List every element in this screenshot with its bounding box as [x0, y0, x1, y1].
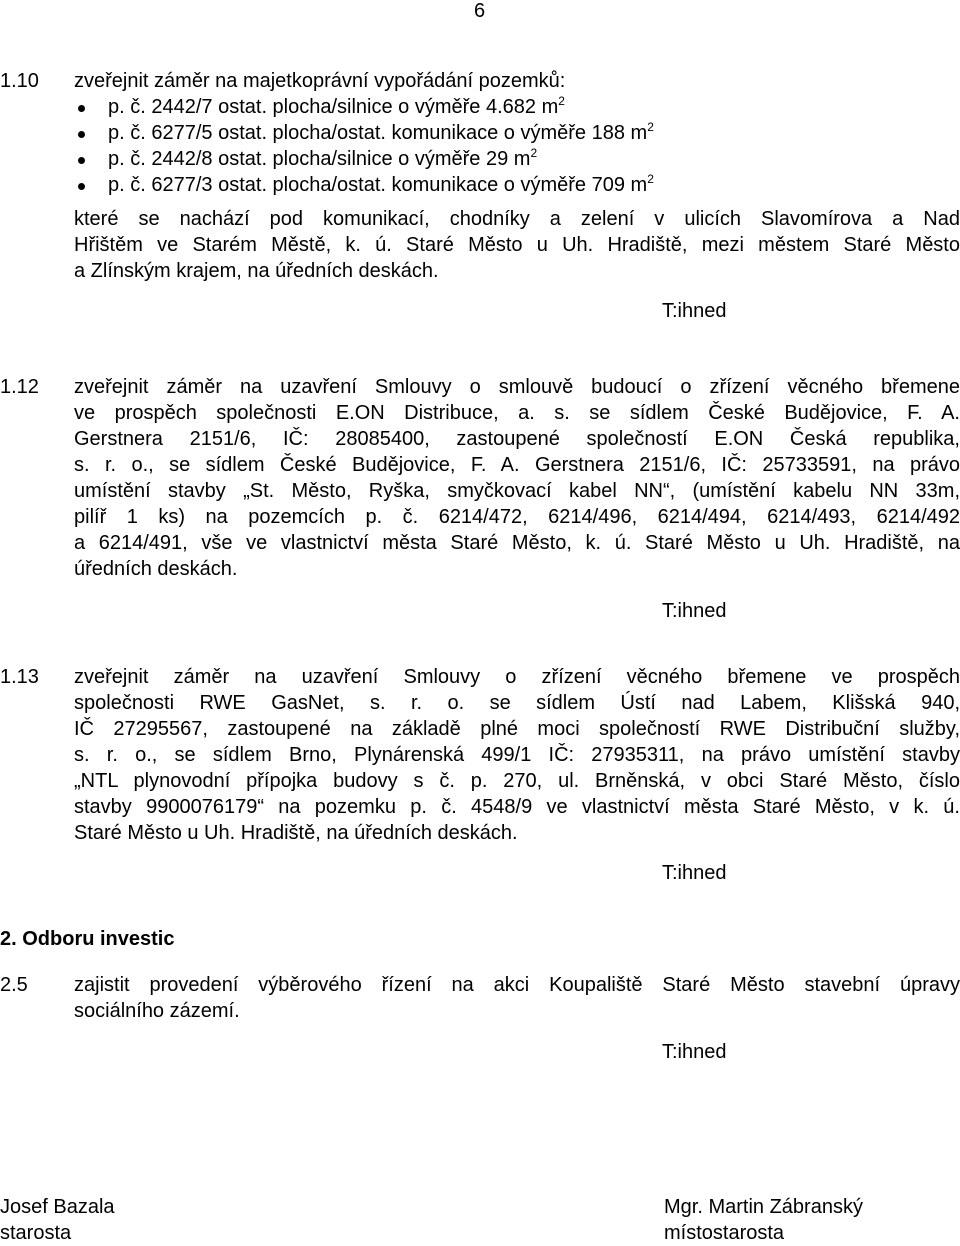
text-line: pilíř 1 ks) na pozemcích p. č. 6214/472, 6214/496, 6214/494, 6214/493, 6214/492: [74, 506, 960, 528]
text-line: s. r. o., se sídlem Brno, Plynárenská 499/1 IČ: 27935311, na právo umístění stavby: [74, 744, 960, 766]
text-line: zajistit provedení výběrového řízení na akci Koupaliště Staré Město stavební úpravy: [74, 974, 960, 996]
text-line: s. r. o., se sídlem České Budějovice, F. A. Gerstnera 2151/6, IČ: 25733591, na právo: [74, 454, 960, 476]
parcel-line: p. č. 6277/5 ostat. plocha/ostat. komunikace o výměře 188 $m^2$: [108, 120, 654, 144]
item-number: 1.13: [0, 666, 39, 688]
section-heading: 2. Odboru investic: [0, 928, 175, 950]
text-line: společnosti RWE GasNet, s. r. o. se sídlem Ústí nad Labem, Klišská 940,: [74, 692, 960, 714]
bullet-icon: [78, 157, 85, 164]
bullet-icon: [78, 131, 85, 138]
bullet-icon: [78, 183, 85, 190]
text-line: Gerstnera 2151/6, IČ: 28085400, zastoupené společností E.ON Česká republika,: [74, 428, 960, 450]
text-line: ve prospěch společnosti E.ON Distribuce, a. s. se sídlem České Budějovice, F. A.: [74, 402, 960, 424]
item-intro: zveřejnit záměr na majetkoprávní vypořádání pozemků:: [74, 70, 566, 92]
text-line: umístění stavby „St. Město, Ryška, smyčkovací kabel NN“, (umístění kabelu NN 33m,: [74, 480, 960, 502]
text-line: zveřejnit záměr na uzavření Smlouvy o zřízení věcného břemene ve prospěch: [74, 666, 960, 688]
text-line: a Zlínským krajem, na úředních deskách.: [74, 260, 439, 282]
signatory-role-left: starosta: [0, 1222, 72, 1244]
item-number: 1.10: [0, 70, 39, 92]
signatory-name-left: Josef Bazala: [0, 1196, 115, 1218]
text-line: Hřištěm ve Starém Městě, k. ú. Staré Město u Uh. Hradiště, mezi městem Staré Město: [74, 234, 960, 256]
signatory-role-right: místostarosta: [664, 1222, 785, 1244]
signatory-name-right: Mgr. Martin Zábranský: [664, 1196, 863, 1218]
term-label: T:ihned: [662, 862, 727, 884]
text-line: stavby 9900076179“ na pozemku p. č. 4548/9 ve vlastnictví města Staré Město, v k. ú.: [74, 796, 960, 818]
text-line: IČ 27295567, zastoupené na základě plné moci společností RWE Distribuční služby,: [74, 718, 960, 740]
parcel-line: p. č. 2442/7 ostat. plocha/silnice o výměře 4.682 $m^2$: [108, 94, 565, 118]
text-line: zveřejnit záměr na uzavření Smlouvy o smlouvě budoucí o zřízení věcného břemene: [74, 376, 960, 398]
page-number: 6: [474, 0, 486, 22]
text-line: sociálního zázemí.: [74, 1000, 240, 1022]
text-line: které se nachází pod komunikací, chodníky a zelení v ulicích Slavomírova a Nad: [74, 208, 960, 230]
parcel-line: p. č. 6277/3 ostat. plocha/ostat. komunikace o výměře 709 $m^2$: [108, 172, 654, 196]
text-line: Staré Město u Uh. Hradiště, na úředních deskách.: [74, 822, 518, 844]
item-number: 2.5: [0, 974, 28, 996]
term-label: T:ihned: [662, 1041, 727, 1063]
text-line: a 6214/491, vše ve vlastnictví města Staré Město, k. ú. Staré Město u Uh. Hradiště, na: [74, 532, 960, 554]
term-label: T:ihned: [662, 300, 727, 322]
text-line: úředních deskách.: [74, 558, 238, 580]
text-line: „NTL plynovodní přípojka budovy s č. p. 270, ul. Brněnská, v obci Staré Město, číslo: [74, 770, 960, 792]
parcel-line: p. č. 2442/8 ostat. plocha/silnice o výměře 29 $m^2$: [108, 146, 538, 170]
item-number: 1.12: [0, 376, 39, 398]
term-label: T:ihned: [662, 600, 727, 622]
bullet-icon: [78, 105, 85, 112]
